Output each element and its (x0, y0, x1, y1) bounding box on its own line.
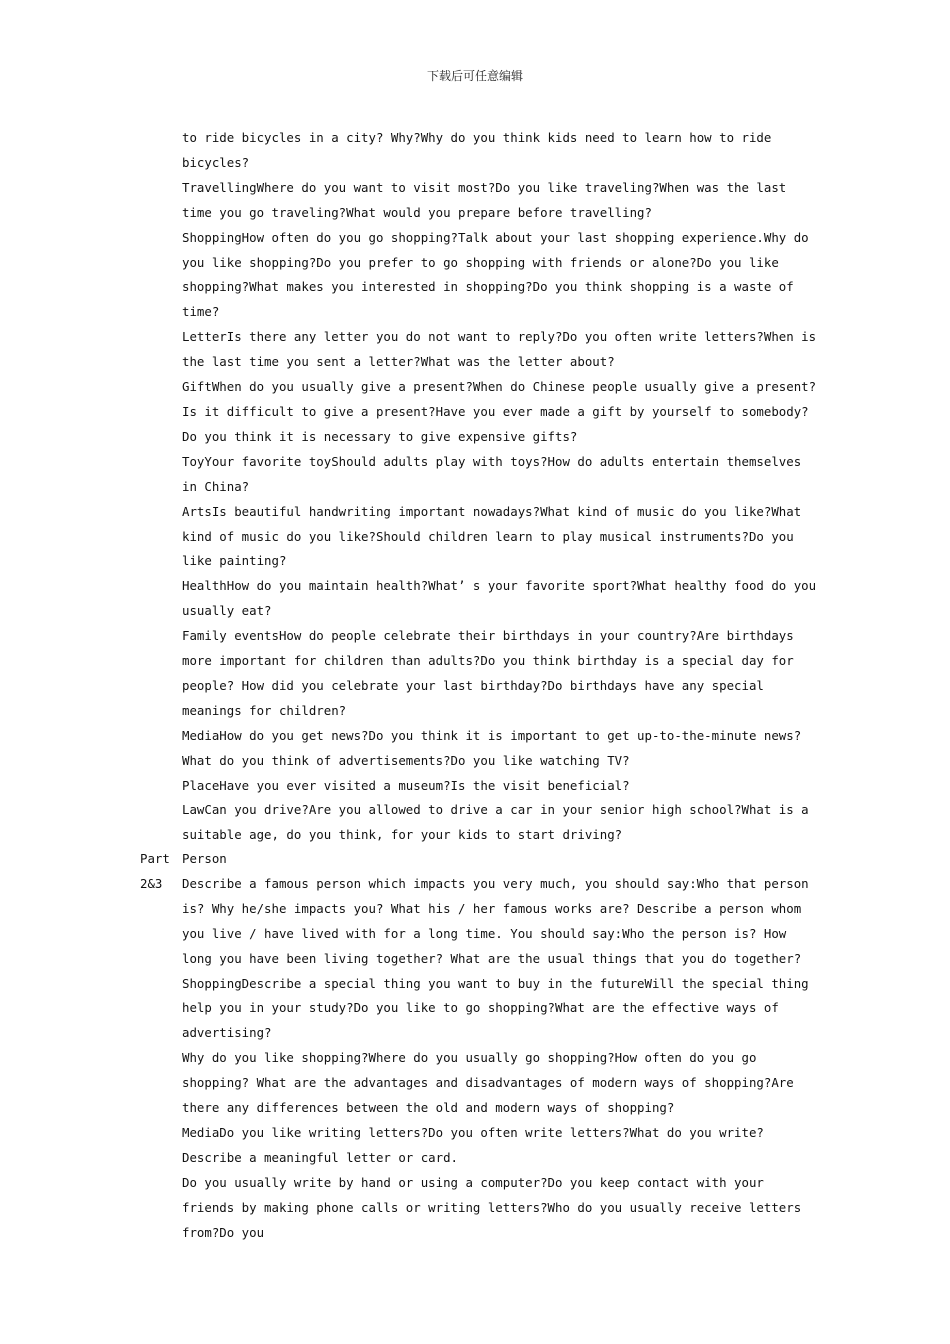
paragraph-shopping-describe: ShoppingDescribe a special thing you want to buy in the futureWill the special thing help you in your study?Do you like to go shopping?What are the effective ways of advertising? (182, 975, 809, 1041)
paragraph-travelling: TravellingWhere do you want to visit most?Do you like traveling?When was the last time you go traveling?What would you prepare before travelling? (182, 179, 787, 220)
paragraph-shopping: ShoppingHow often do you go shopping?Talk about your last shopping experience.Why do you like shopping?Do you prefer to go shopping with friends or alone?Do you like shopping?What makes you interested in shopping?Do you think shopping is a waste of time? (182, 229, 809, 320)
paragraph-toy: ToyYour favorite toyShould adults play with toys?How do adults entertain themselves in China? (182, 453, 802, 494)
paragraph-media-letters: MediaDo you like writing letters?Do you often write letters?What do you write?Describe a meaningful letter or card. (182, 1124, 764, 1165)
paragraph-shopping-why: Why do you like shopping?Where do you usually go shopping?How often do you go shopping? What are the advantages and disadvantages of modern ways of shopping?Are there any differences between the old and modern ways of shopping? (182, 1050, 794, 1116)
paragraph-health: HealthHow do you maintain health?What’ s your favorite sport?What healthy food do you usually eat? (182, 578, 817, 619)
part-2-3-body (182, 847, 822, 1246)
paragraph-gift: GiftWhen do you usually give a present?When do Chinese people usually give a present?Is it difficult to give a present?Have you ever made a gift by yourself to somebody?Do you think it is necessary to give expensive gifts? (182, 379, 817, 444)
document-body (182, 126, 822, 848)
paragraph-bicycles: to ride bicycles in a city? Why?Why do you think kids need to learn how to ride bicycles? (182, 130, 772, 170)
part-label-line1: Part (140, 851, 170, 866)
paragraph-writing-hand: Do you usually write by hand or using a computer?Do you keep contact with your friends by making phone calls or writing letters?Who do you usually receive letters from?Do you (182, 1174, 802, 1240)
paragraph-person: Describe a famous person which impacts you very much, you should say:Who that person is? Why he/she impacts you? What his / her famous works are? Describe a person whom you live / have lived with for a long time. You should say:Who the person is? How long you have been living together? What are the usual things that you do together? (182, 875, 809, 966)
paragraph-law: LawCan you drive?Are you allowed to drive a car in your senior high school?What is a suitable age, do you think, for your kids to start driving? (182, 802, 809, 843)
part-label-line2: 2&3 (140, 875, 163, 891)
paragraph-family-events: Family eventsHow do people celebrate their birthdays in your country?Are birthdays more important for children than adults?Do you think birthday is a special day for people? How did you celebrate your last birthday?Do birthdays have any special meanings for children? (182, 628, 794, 718)
paragraph-place: PlaceHave you ever visited a museum?Is the visit beneficial? (182, 777, 630, 793)
paragraph-media: MediaHow do you get news?Do you think it is important to get up-to-the-minute news?What do you think of advertisements?Do you like watching TV? (182, 727, 802, 768)
paragraph-arts: ArtsIs beautiful handwriting important nowadays?What kind of music do you like?What kind of music do you like?Should children learn to play musical instruments?Do you like painting? (182, 503, 802, 569)
part-label (140, 847, 170, 897)
paragraph-letter: LetterIs there any letter you do not want to reply?Do you often write letters?When is the last time you sent a letter?What was the letter about? (182, 329, 817, 370)
paragraph-person-heading: Person (182, 851, 227, 866)
page-header: 下载后可任意编辑 (426, 69, 523, 83)
